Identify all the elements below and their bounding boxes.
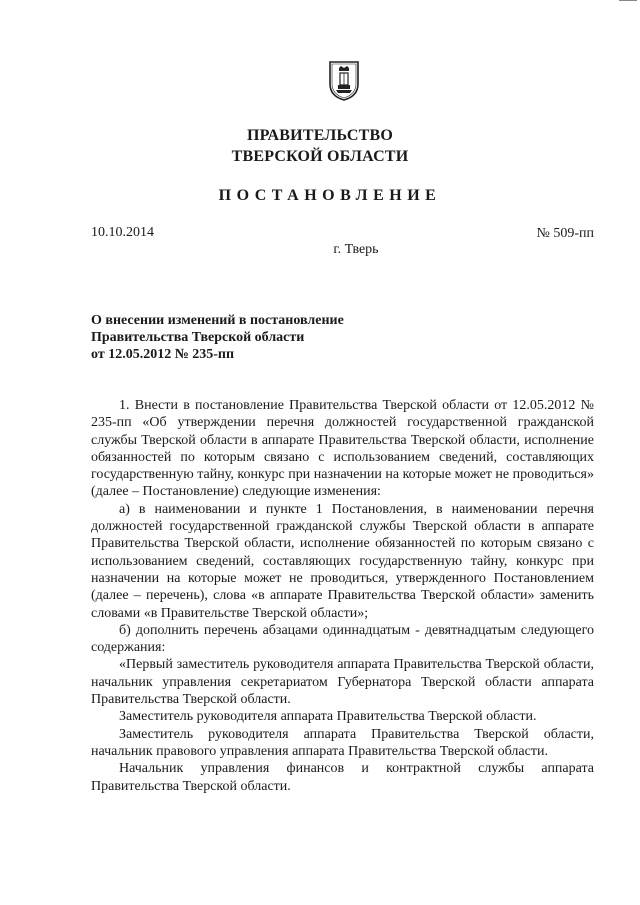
- body-paragraph-7: Начальник управления финансов и контрактной службы аппарата Правительства Тверской области.: [91, 761, 594, 794]
- tver-coat-of-arms-icon: [327, 58, 361, 102]
- document-number: № 509-пп: [536, 226, 594, 241]
- government-title: [0, 125, 640, 167]
- body-paragraph-3: б) дополнить перечень абзацами одиннадцатым - девятнадцатым следующего содержания:: [91, 622, 594, 656]
- org-line-1: ПРАВИТЕЛЬСТВО: [246, 127, 394, 144]
- org-line-2: ТВЕРСКОЙ ОБЛАСТИ: [231, 148, 409, 165]
- document-body: [91, 397, 594, 795]
- corner-mark: [619, 0, 637, 3]
- subject-line-3: от 12.05.2012 № 235-пп: [91, 347, 235, 362]
- document-city: г. Тверь: [333, 242, 379, 257]
- body-paragraph-2: а) в наименовании и пункте 1 Постановления, в наименовании перечня должностей государственной гражданской службы Тверской области в аппарате Правительства Тверской области, исполнение обязанностей по которым связано с использованием сведений, составляющих государственную тайну, конкурс при назначении на которые может не проводиться, утвержденного Постановлением (далее – перечень), слова «в аппарате Правительства Тверской области» заменить словами «в Правительстве Тверской области»;: [91, 501, 594, 621]
- subject-line-1: О внесении изменений в постановление: [91, 313, 344, 328]
- subject-line-2: Правительства Тверской области: [91, 330, 305, 345]
- body-paragraph-5: Заместитель руководителя аппарата Правительства Тверской области.: [119, 709, 537, 725]
- document-type: ПОСТАНОВЛЕНИЕ: [218, 187, 442, 204]
- document-subject: [91, 312, 344, 363]
- document-date: 10.10.2014: [91, 225, 154, 240]
- body-paragraph-6: Заместитель руководителя аппарата Правительства Тверской области, начальник правового управления аппарата Правительства Тверской области.: [91, 726, 594, 759]
- body-paragraph-4: «Первый заместитель руководителя аппарата Правительства Тверской области, начальник управления секретариатом Губернатора Тверской области аппарата Правительства Тверской области.: [91, 657, 594, 708]
- body-paragraph-1: 1. Внести в постановление Правительства Тверской области от 12.05.2012 № 235-пп «Об утверждении перечня должностей государственной гражданской службы Тверской области в аппарате Правительства Тверской области, исполнение обязанностей по которым связано с использованием сведений, составляющих государственную тайну, конкурс при назначении на которые может не проводиться» (далее – Постановление) следующие изменения:: [91, 398, 594, 500]
